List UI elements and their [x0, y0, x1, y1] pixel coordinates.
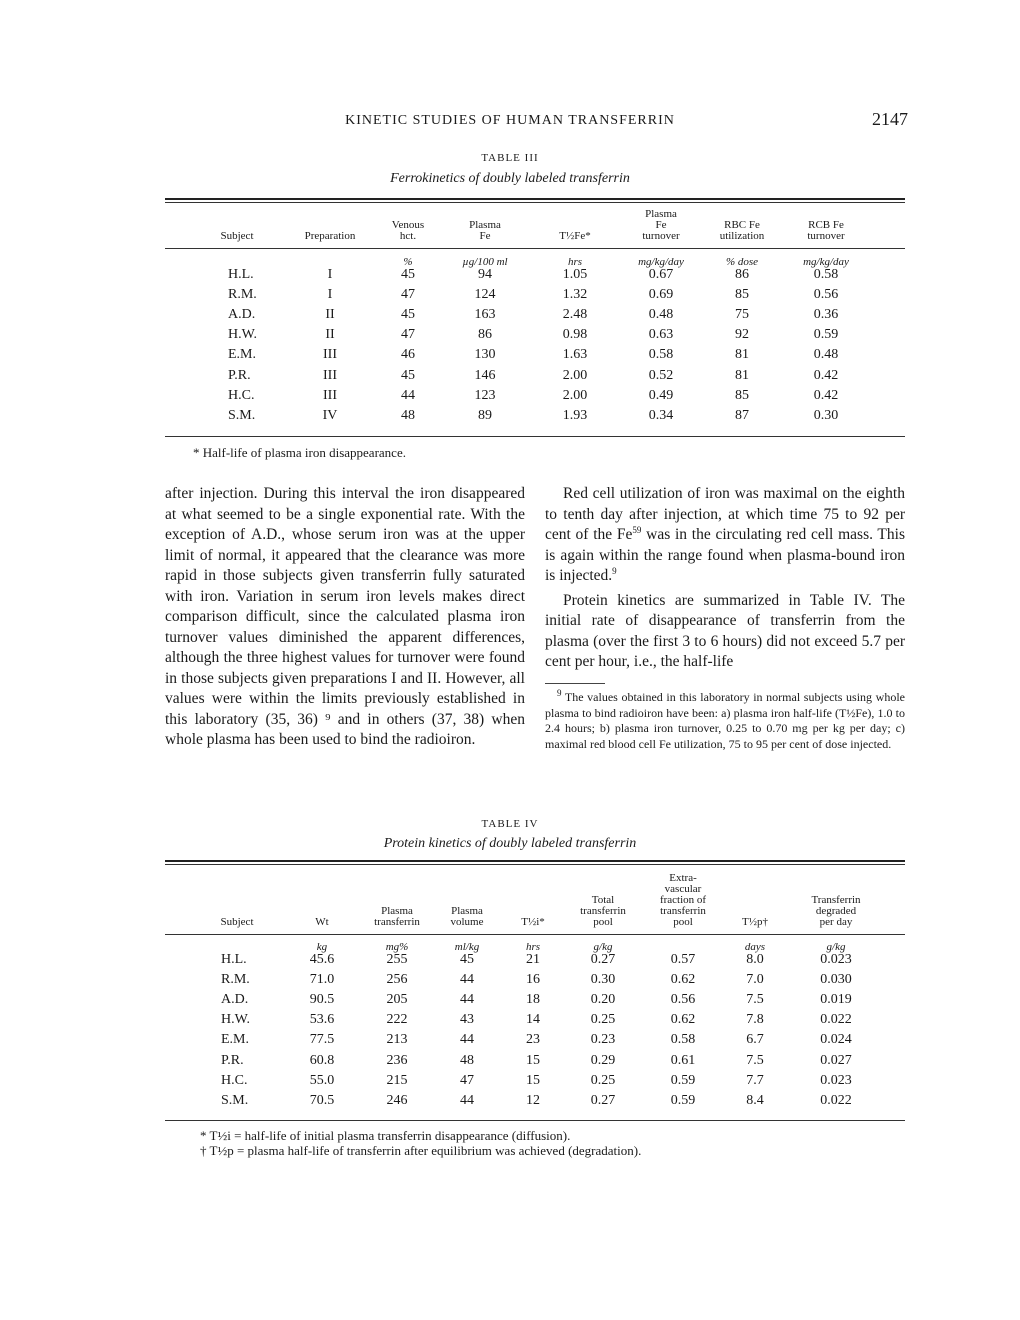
table-cell: 0.59: [813, 327, 839, 343]
table-cell: 222: [386, 1012, 408, 1028]
table-cell: 70.5: [309, 1092, 335, 1108]
iron-isotope-sup: 59: [632, 524, 642, 535]
table-cell: 0.49: [648, 387, 674, 403]
table-cell: 1.63: [562, 347, 588, 363]
table4-col-header: pool: [673, 916, 693, 928]
running-title: KINETIC STUDIES OF HUMAN TRANSFERRIN: [345, 113, 675, 128]
table-cell: 7.0: [746, 972, 764, 988]
table-cell: 0.030: [820, 972, 852, 988]
table-cell: 246: [386, 1092, 408, 1108]
table-cell: 45.6: [309, 952, 335, 967]
table-cell: 0.27: [590, 1092, 616, 1108]
table-cell: 16: [526, 972, 540, 988]
table-cell: 43: [460, 1012, 474, 1028]
table-cell: 213: [386, 1032, 408, 1048]
table-cell: 89: [478, 407, 492, 423]
table3-col-header: Fe: [479, 230, 491, 242]
table4-col-unit: g/kg: [593, 941, 613, 953]
subject-cell: A.D.: [221, 992, 249, 1008]
table4-col-header: volume: [450, 916, 484, 928]
table-cell: 0.30: [813, 407, 839, 423]
reference-9-sup: 9: [612, 565, 617, 576]
table4-caption: Protein kinetics of doubly labeled transferrin: [383, 836, 637, 851]
table3-col-header: utilization: [719, 230, 765, 242]
table-cell: 87: [735, 407, 749, 423]
table-cell: III: [323, 367, 337, 383]
table-cell: 1.32: [562, 287, 588, 303]
table-cell: 0.34: [648, 407, 674, 423]
table4-col-header: per day: [819, 916, 853, 928]
table-cell: 0.56: [813, 287, 839, 303]
left-column: [165, 484, 525, 751]
table-cell: 75: [735, 307, 749, 323]
table-cell: 86: [478, 327, 492, 343]
table3-col-unit: mg/kg/day: [638, 256, 684, 268]
table-cell: 0.67: [648, 267, 674, 282]
footnote-9-mark: 9: [557, 688, 562, 698]
table-cell: 18: [526, 992, 540, 1008]
table3-col-header: T½Fe*: [559, 230, 591, 242]
table-cell: III: [323, 387, 337, 403]
table-cell: 55.0: [309, 1072, 335, 1088]
table4-col-header: transferrin: [374, 916, 420, 928]
table-cell: 0.29: [590, 1052, 616, 1068]
table-cell: 21: [526, 952, 540, 967]
table3-col-header: Venous: [391, 219, 425, 231]
table-cell: 45: [401, 367, 415, 383]
table3-col-unit: mg/kg/day: [803, 256, 849, 268]
table4-col-unit: g/kg: [826, 941, 846, 953]
table4-label: TABLE IV: [481, 818, 539, 830]
table4-header-rule: [165, 934, 905, 935]
table4-col-header: pool: [593, 916, 613, 928]
table-cell: 45: [401, 307, 415, 323]
table-cell: 48: [401, 407, 415, 423]
table4-col-header: transferrin: [580, 905, 626, 917]
table4-footnote: * T½i = half-life of initial plasma transferrin disappearance (diffusion).: [200, 1128, 571, 1143]
table-cell: 45: [401, 267, 415, 282]
table-cell: 47: [401, 287, 415, 303]
table4-col-header: fraction of: [659, 894, 707, 906]
table-cell: 0.62: [670, 1012, 696, 1028]
subject-cell: R.M.: [228, 287, 257, 303]
table-cell: 14: [526, 1012, 540, 1028]
table4-col-header: Total: [591, 894, 615, 906]
table4-col-unit: ml/kg: [454, 941, 480, 953]
table-cell: 7.5: [746, 1052, 764, 1068]
table-cell: 81: [735, 367, 749, 383]
subject-cell: H.L.: [221, 952, 247, 967]
table3-label: TABLE III: [481, 152, 539, 164]
table-cell: 0.58: [670, 1032, 696, 1048]
right-p1-text-a: Red cell utilization of iron was maximal on the eighth to tenth day after injection, at which time 75 to 92 per cent of the Fe: [545, 485, 905, 543]
table-cell: 0.42: [813, 367, 839, 383]
table-cell: 0.024: [820, 1032, 852, 1048]
table-cell: 255: [386, 952, 408, 967]
table-cell: II: [325, 307, 335, 323]
subject-cell: P.R.: [221, 1052, 244, 1068]
table-cell: 8.0: [746, 952, 764, 967]
table3-col-header: turnover: [642, 230, 680, 242]
footnote-9: [545, 690, 905, 752]
table4-bottom-rule: [165, 1120, 905, 1121]
table-cell: 8.4: [746, 1092, 764, 1108]
left-paragraph: after injection. During this interval the iron disappeared at what seemed to be a single exponential rate. With the exception of A.D., whose serum iron was at the upper limit of normal, it appeared that the clearance was more rapid in those subjects given transferrin fully saturated with iron. Variation in serum iron levels makes direct comparison difficult, since the calculated plasma iron turnover values diminished the apparent differences, although the three highest values for turnover were found in those subjects given preparations I and II. However, all values were within the limits previously established in this laboratory (35, 36) ⁹ and in others (37, 38) when whole plasma has been used to bind the radioiron.: [165, 485, 525, 748]
table-cell: 86: [735, 267, 749, 282]
table4-col-header: transferrin: [660, 905, 706, 917]
page-number: 2147: [872, 109, 908, 129]
table4-top-rule-2: [165, 864, 905, 865]
table3-col-header: Plasma: [469, 219, 501, 231]
table-cell: 6.7: [746, 1032, 764, 1048]
table3-col-header: Plasma: [645, 208, 677, 220]
right-p1-text-b: was in the circulating red cell mass. This is again within the range found when plasma-bound iron is injected.: [545, 526, 905, 584]
table-cell: 0.58: [648, 347, 674, 363]
table4-col-header: T½i*: [521, 916, 545, 928]
subject-cell: P.R.: [228, 367, 251, 383]
table4-col-header: degraded: [815, 905, 857, 917]
subject-cell: H.L.: [228, 267, 254, 282]
table3-col-header: RBC Fe: [724, 219, 760, 231]
table3-top-rule: [165, 198, 905, 200]
table-cell: 44: [401, 387, 415, 403]
table-cell: 0.019: [820, 992, 852, 1008]
subject-cell: A.D.: [228, 307, 256, 323]
table-cell: 7.7: [746, 1072, 764, 1088]
table-cell: 85: [735, 287, 749, 303]
subject-cell: H.W.: [221, 1012, 251, 1028]
table3-col-header: Subject: [220, 230, 254, 242]
table-cell: 44: [460, 972, 474, 988]
table-cell: 81: [735, 347, 749, 363]
table3-caption: Ferrokinetics of doubly labeled transferrin: [390, 171, 630, 186]
table4-col-header: Subject: [220, 916, 254, 928]
table-cell: 215: [386, 1072, 408, 1088]
table-cell: 2.48: [562, 307, 588, 323]
table-cell: 2.00: [562, 367, 588, 383]
table-cell: 0.62: [670, 972, 696, 988]
table-cell: 0.36: [813, 307, 839, 323]
subject-cell: S.M.: [221, 1092, 249, 1108]
table-cell: III: [323, 347, 337, 363]
table-cell: 23: [526, 1032, 540, 1048]
table-cell: I: [327, 287, 333, 303]
right-paragraph-2: Protein kinetics are summarized in Table IV. The initial rate of disappearance of transferrin from the plasma (over the first 3 to 6 hours) did not exceed 5.7 per cent per hour, i.e., the half-life: [545, 591, 905, 670]
table4-col-header: Plasma: [451, 905, 483, 917]
subject-cell: H.C.: [228, 387, 255, 403]
table4-col-unit: hrs: [525, 941, 541, 953]
subject-cell: R.M.: [221, 972, 250, 988]
table-cell: 45: [460, 952, 474, 967]
table3-col-header: Preparation: [304, 230, 356, 242]
table-cell: 163: [474, 307, 496, 323]
table3-col-header: hct.: [399, 230, 417, 242]
table-cell: 0.69: [648, 287, 674, 303]
table-cell: 85: [735, 387, 749, 403]
table-cell: 2.00: [562, 387, 588, 403]
table4-col-header: Wt: [315, 916, 329, 928]
table-cell: 0.022: [820, 1012, 852, 1028]
table-cell: 15: [526, 1052, 540, 1068]
table-cell: 0.52: [648, 367, 674, 383]
table-cell: 124: [474, 287, 496, 303]
table-cell: 0.027: [820, 1052, 852, 1068]
subject-cell: H.C.: [221, 1072, 248, 1088]
table-cell: 15: [526, 1072, 540, 1088]
table-cell: 0.56: [670, 992, 696, 1008]
table3-col-unit: µg/100 ml: [462, 256, 508, 268]
table-cell: 0.98: [562, 327, 588, 343]
table3-footnote: * Half-life of plasma iron disappearance.: [193, 445, 406, 460]
subject-cell: E.M.: [221, 1032, 249, 1048]
table-cell: 7.8: [746, 1012, 764, 1028]
right-column: [545, 484, 905, 673]
subject-cell: S.M.: [228, 407, 256, 423]
table-cell: 0.023: [820, 1072, 852, 1088]
table-cell: 46: [401, 347, 415, 363]
table-cell: 0.57: [670, 952, 696, 967]
table4-footnote: † T½p = plasma half-life of transferrin after equilibrium was achieved (degradation).: [200, 1143, 642, 1158]
table-cell: 0.25: [590, 1012, 616, 1028]
table-cell: 94: [478, 267, 492, 282]
table3-col-header: RCB Fe: [808, 219, 844, 231]
table-cell: 0.30: [590, 972, 616, 988]
table-cell: 77.5: [309, 1032, 335, 1048]
table3-bottom-rule: [165, 436, 905, 437]
table4-col-header: Extra-: [669, 872, 697, 884]
table4-col-header: vascular: [664, 883, 702, 895]
table-cell: 205: [386, 992, 408, 1008]
table3-col-unit: hrs: [567, 256, 583, 268]
table4-col-unit: days: [744, 941, 766, 953]
table-cell: 0.25: [590, 1072, 616, 1088]
table-cell: 53.6: [309, 1012, 335, 1028]
table-cell: 256: [386, 972, 408, 988]
table-cell: 44: [460, 1032, 474, 1048]
table3-header-rule: [165, 248, 905, 249]
table-cell: 0.42: [813, 387, 839, 403]
table-cell: 0.23: [590, 1032, 616, 1048]
table-cell: 0.022: [820, 1092, 852, 1108]
table-cell: 47: [460, 1072, 474, 1088]
table-cell: 123: [474, 387, 496, 403]
table-cell: 0.27: [590, 952, 616, 967]
table-cell: 1.05: [562, 267, 588, 282]
table4-col-unit: kg: [316, 941, 328, 953]
table-cell: 44: [460, 992, 474, 1008]
table3-top-rule-2: [165, 202, 905, 203]
table-cell: II: [325, 327, 335, 343]
footnote-9-text: The values obtained in this laboratory in normal subjects using whole plasma to bind radioiron have been: a) plasma iron half-life (T½Fe), 1.0 to 2.4 hours; b) plasma iron turnover, 0.25 to 0.70 mg per kg per day; c) maximal red blood cell Fe utilization, 75 to 95 per cent of dose injected.: [545, 690, 905, 751]
table-cell: 47: [401, 327, 415, 343]
table-cell: 60.8: [309, 1052, 335, 1068]
table3-col-header: turnover: [807, 230, 845, 242]
table-cell: 0.59: [670, 1092, 696, 1108]
table-cell: 0.20: [590, 992, 616, 1008]
table-cell: 130: [474, 347, 496, 363]
table-cell: 7.5: [746, 992, 764, 1008]
table-cell: 146: [474, 367, 496, 383]
table-cell: 0.48: [813, 347, 839, 363]
right-paragraph-1: [545, 484, 905, 587]
table-cell: 12: [526, 1092, 540, 1108]
table4-col-header: Plasma: [381, 905, 413, 917]
table-cell: I: [327, 267, 333, 282]
table-cell: IV: [322, 407, 338, 423]
table-cell: 48: [460, 1052, 474, 1068]
subject-cell: H.W.: [228, 327, 258, 343]
table3-col-header: Fe: [655, 219, 667, 231]
table-cell: 92: [735, 327, 749, 343]
footnote-separator: [545, 683, 605, 684]
table-cell: 71.0: [309, 972, 335, 988]
table4-col-header: T½p†: [742, 916, 768, 928]
table4-col-unit: mg%: [385, 941, 409, 953]
table-cell: 0.58: [813, 267, 839, 282]
table-cell: 236: [386, 1052, 408, 1068]
table4-col-header: Transferrin: [811, 894, 861, 906]
table-cell: 0.023: [820, 952, 852, 967]
table4-top-rule: [165, 860, 905, 862]
table3-col-unit: %: [403, 256, 413, 268]
table-cell: 1.93: [562, 407, 588, 423]
table-cell: 0.61: [670, 1052, 696, 1068]
table-cell: 44: [460, 1092, 474, 1108]
table-cell: 90.5: [309, 992, 335, 1008]
table3-col-unit: % dose: [725, 256, 759, 268]
table-cell: 0.48: [648, 307, 674, 323]
subject-cell: E.M.: [228, 347, 256, 363]
table-cell: 0.63: [648, 327, 674, 343]
table-cell: 0.59: [670, 1072, 696, 1088]
